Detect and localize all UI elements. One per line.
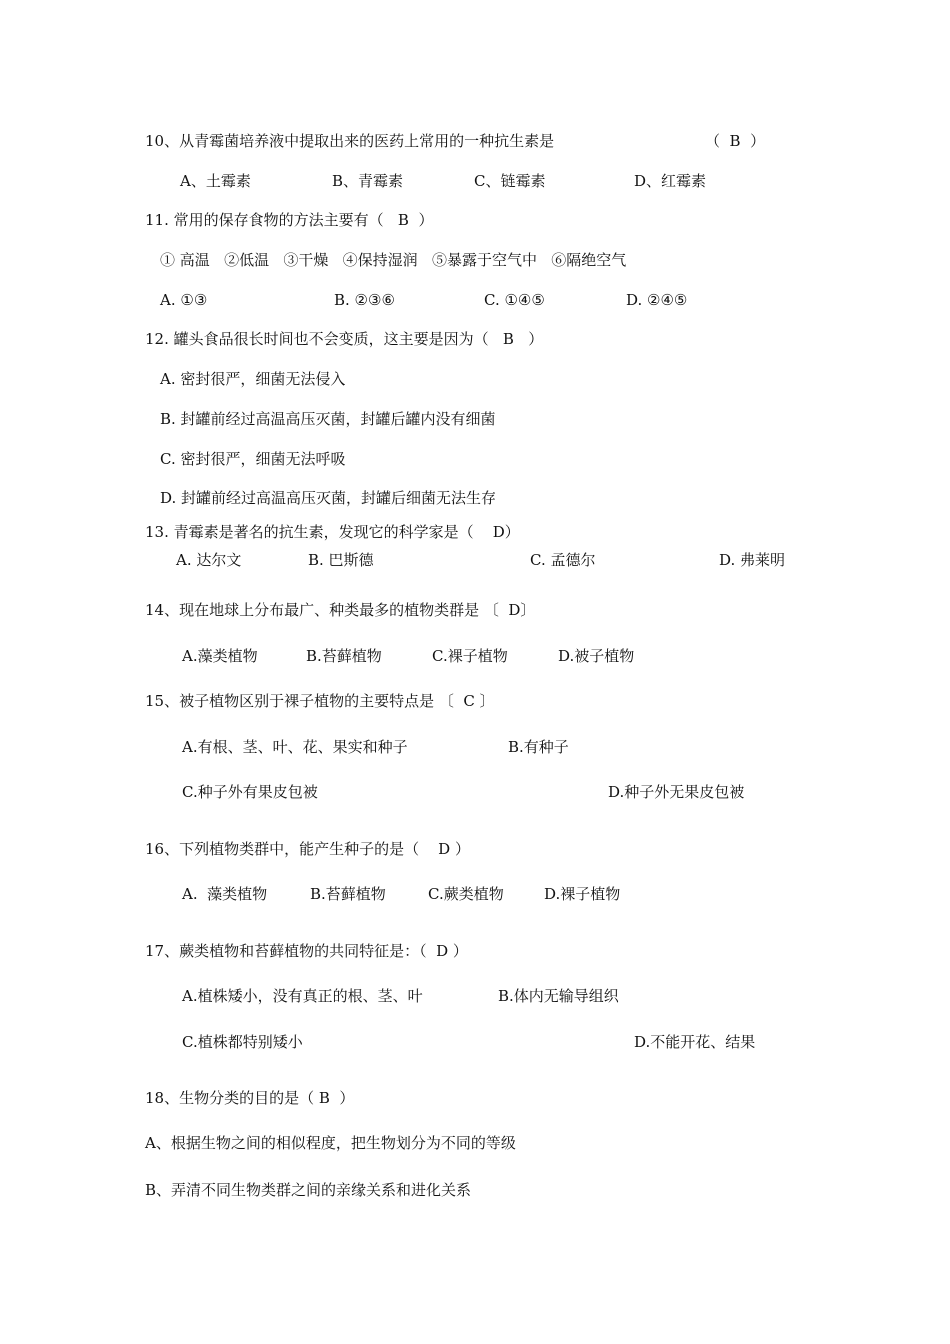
- q10-option-b: B、青霉素: [332, 172, 404, 190]
- q13-option-c: C. 孟德尔: [530, 551, 596, 569]
- q10-stem: 10、从青霉菌培养液中提取出来的医药上常用的一种抗生素是: [145, 132, 555, 150]
- q16-option-d: D.裸子植物: [544, 885, 621, 903]
- q10-answer: （ B ）: [705, 132, 766, 150]
- q13-stem: 13. 青霉素是著名的抗生素，发现它的科学家是（ D）: [145, 523, 520, 541]
- q12-stem: 12. 罐头食品很长时间也不会变质，这主要是因为（ B ）: [145, 330, 544, 348]
- q13-option-a: A. 达尔文: [176, 551, 242, 569]
- q17-option-b: B.体内无输导组织: [498, 987, 619, 1005]
- q13-option-d: D. 弗莱明: [719, 551, 786, 569]
- q16-option-a: A. 藻类植物: [182, 885, 268, 903]
- q12-option-a: A. 密封很严，细菌无法侵入: [160, 370, 346, 388]
- q18-option-b: B、弄清不同生物类群之间的亲缘关系和进化关系: [145, 1181, 472, 1199]
- q15-option-d: D.种子外无果皮包被: [608, 783, 745, 801]
- q11-option-a: A. ①③: [160, 291, 208, 309]
- q12-option-b: B. 封罐前经过高温高压灭菌，封罐后罐内没有细菌: [160, 410, 496, 428]
- q11-stem: 11. 常用的保存食物的方法主要有（ B ）: [145, 211, 434, 229]
- q11-option-c: C. ①④⑤: [484, 291, 545, 309]
- q13-option-b: B. 巴斯德: [308, 551, 374, 569]
- q14-option-b: B.苔藓植物: [306, 647, 382, 665]
- q14-option-c: C.裸子植物: [432, 647, 508, 665]
- q17-option-a: A.植株矮小，没有真正的根、茎、叶: [182, 987, 423, 1005]
- q15-option-c: C.种子外有果皮包被: [182, 783, 318, 801]
- q17-option-d: D.不能开花、结果: [634, 1033, 756, 1051]
- q14-stem: 14、现在地球上分布最广、种类最多的植物类群是 〔 D〕: [145, 601, 536, 619]
- q12-option-c: C. 密封很严，细菌无法呼吸: [160, 450, 346, 468]
- q11-items: ① 高温 ②低温 ③干燥 ④保持湿润 ⑤暴露于空气中 ⑥隔绝空气: [160, 251, 627, 269]
- q11-option-b: B. ②③⑥: [334, 291, 395, 309]
- q15-option-b: B.有种子: [508, 738, 569, 756]
- q16-option-c: C.蕨类植物: [428, 885, 504, 903]
- q14-option-d: D.被子植物: [558, 647, 635, 665]
- q10-option-a: A、土霉素: [180, 172, 251, 190]
- q10-option-d: D、红霉素: [634, 172, 707, 190]
- q15-stem: 15、被子植物区别于裸子植物的主要特点是 〔 C 〕: [145, 692, 495, 710]
- q10-option-c: C、链霉素: [474, 172, 546, 190]
- q18-option-a: A、根据生物之间的相似程度，把生物划分为不同的等级: [145, 1134, 516, 1152]
- q16-stem: 16、下列植物类群中，能产生种子的是（ D ）: [145, 840, 470, 858]
- q18-stem: 18、生物分类的目的是（ B ）: [145, 1089, 355, 1107]
- q14-option-a: A.藻类植物: [182, 647, 258, 665]
- q15-option-a: A.有根、茎、叶、花、果实和种子: [182, 738, 408, 756]
- q17-option-c: C.植株都特别矮小: [182, 1033, 303, 1051]
- q12-option-d: D. 封罐前经过高温高压灭菌，封罐后细菌无法生存: [160, 489, 497, 507]
- q17-stem: 17、蕨类植物和苔藓植物的共同特征是：（ D ）: [145, 942, 468, 960]
- q16-option-b: B.苔藓植物: [310, 885, 386, 903]
- q11-option-d: D. ②④⑤: [626, 291, 688, 309]
